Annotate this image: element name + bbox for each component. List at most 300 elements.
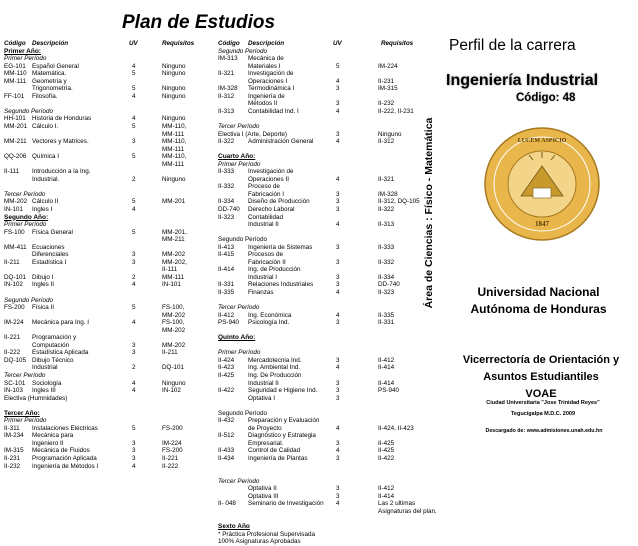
course-uv: 5: [132, 424, 136, 432]
course-requisites: II-414: [378, 379, 395, 387]
year-heading: Primer Año:: [4, 47, 41, 55]
course-row: [4, 364, 204, 372]
course-row: [4, 304, 204, 312]
course-description: Ingles II: [32, 281, 55, 289]
course-row: [218, 372, 430, 380]
row-spacer: [218, 229, 430, 237]
course-description: Optativa I: [248, 394, 275, 402]
course-requisites: II-412: [378, 356, 395, 364]
course-code: MM-411: [4, 243, 27, 251]
course-row: [4, 432, 204, 440]
ciudad-line-1: Ciudad Universitaria "Jose Trinidad Reyes": [486, 400, 600, 406]
course-uv: 5: [132, 228, 136, 236]
course-uv: 3: [132, 341, 136, 349]
year-heading: Sexto Año: [218, 522, 250, 530]
course-description: Ingeniería de Sistemas: [248, 243, 313, 251]
course-code: II-425: [218, 372, 235, 380]
course-description: Ecuaciones: [32, 243, 65, 251]
course-description: Diferenciales: [32, 251, 69, 259]
course-uv: 4: [336, 311, 340, 319]
university-line-1: Universidad Nacional: [477, 285, 600, 299]
course-code: Electiva I (Arte, Deporte): [218, 130, 287, 138]
course-requisites: FS-200: [162, 424, 183, 432]
course-description: Mercadotecnia Ind.: [248, 356, 302, 364]
course-code: IM-315: [4, 447, 24, 455]
course-description: Termodinámica I: [248, 85, 295, 93]
course-row: [4, 395, 204, 403]
course-row: [218, 191, 430, 199]
course-code: SC-101: [4, 379, 26, 387]
course-row: [218, 131, 430, 139]
course-uv: 3: [336, 356, 340, 364]
course-requisites: II-412: [378, 485, 395, 493]
course-description: Operaciones I: [248, 77, 288, 85]
period-heading: Segundo Período: [4, 107, 54, 115]
course-description: Psicología Ind.: [248, 319, 290, 327]
course-code: FS-200: [4, 304, 25, 312]
university-name: [456, 284, 621, 318]
course-row: [218, 259, 430, 267]
row-spacer: [4, 100, 204, 108]
year-heading: Cuarto Año:: [218, 153, 256, 161]
course-description: Empresarial.: [248, 439, 284, 447]
course-description: Industrial: [32, 364, 58, 372]
course-code: II-414: [218, 266, 235, 274]
course-requisites: II-335: [378, 311, 395, 319]
course-code: II-335: [218, 289, 235, 296]
course-code: II-331: [218, 281, 235, 289]
course-row: [218, 274, 430, 282]
course-description: Mecánica para Ing. I: [32, 319, 90, 327]
course-description: Industrial.: [32, 175, 60, 183]
area-label: [420, 92, 436, 340]
row-spacer: [218, 402, 430, 410]
course-uv: 3: [336, 492, 340, 500]
course-row: [218, 425, 430, 433]
course-code: II-415: [218, 251, 235, 259]
course-description: Control de Calidad: [248, 447, 301, 455]
course-description: Seguridad e Higiene Ind.: [248, 387, 318, 395]
course-requisites: Ninguno: [162, 115, 186, 123]
course-code: MM-202: [4, 198, 28, 206]
course-code: PS-940: [218, 319, 240, 327]
period-heading: Tercer Período: [218, 477, 260, 485]
perfil-heading: Perfil de la carrera: [449, 37, 576, 54]
course-row: [218, 168, 430, 176]
course-requisites: FS-200: [162, 447, 183, 455]
header-uv: UV: [333, 40, 342, 47]
course-code: IM-328: [218, 85, 238, 93]
header-uv: UV: [129, 40, 138, 47]
course-row: [4, 236, 204, 244]
course-requisites: II-321: [378, 175, 395, 183]
course-requisites: Ninguno: [162, 92, 186, 100]
course-description: Contabilidad Ind. I: [248, 107, 299, 115]
period-heading: * Práctica Profesional Supervisada: [218, 530, 315, 538]
course-row: [4, 259, 204, 267]
header-requisitos: Requisitos: [162, 40, 195, 47]
course-code: HH-101: [4, 115, 26, 123]
course-uv: 5: [132, 198, 136, 206]
course-row: [4, 312, 204, 320]
course-code: IN-101: [4, 205, 23, 213]
course-description: Fabricación II: [248, 258, 286, 266]
course-row: [218, 176, 430, 184]
course-description: Física General: [32, 228, 73, 236]
course-requisites: IM-328: [378, 190, 398, 198]
course-description: Ing. Económica: [248, 311, 292, 319]
course-uv: 3: [336, 394, 340, 402]
course-requisites: II-333: [378, 243, 395, 251]
course-row: [218, 493, 430, 501]
course-description: Investigación de: [248, 70, 294, 78]
course-requisites: II-222, II-231: [378, 107, 414, 115]
university-seal: [483, 126, 601, 242]
course-row: [218, 440, 430, 448]
course-row: [218, 380, 430, 388]
course-description: Cálculo II: [32, 198, 59, 206]
course-code: II-433: [218, 447, 235, 455]
course-uv: 5: [132, 304, 136, 312]
course-requisites: II-332: [378, 258, 395, 266]
course-row: [4, 161, 204, 169]
period-heading: Primer Período: [218, 160, 261, 168]
career-code: Código: 48: [516, 92, 576, 104]
course-code: IM-224: [4, 319, 24, 327]
course-row: [4, 380, 204, 388]
course-uv: 3: [336, 205, 340, 213]
course-requisites: MM-110,: [162, 138, 187, 146]
course-code: FF-101: [4, 92, 25, 100]
header-codigo: Código: [218, 40, 240, 47]
course-description: Matemática.: [32, 70, 67, 78]
course-uv: 3: [336, 455, 340, 463]
course-description: Operaciones II: [248, 175, 289, 183]
course-code: II-321: [218, 70, 235, 78]
course-description: Derecho Laboral: [248, 205, 295, 213]
vice-line-3: VOAE: [525, 388, 557, 400]
course-description: Fabricación I: [248, 190, 285, 198]
course-requisites: DQ-101: [162, 364, 185, 372]
course-description: Mecánica de Fluidos: [32, 447, 90, 455]
course-requisites: MM-211: [162, 236, 185, 244]
course-requisites: IM-224: [162, 439, 182, 447]
row-spacer: [218, 115, 430, 123]
course-requisites: II-334: [378, 273, 395, 281]
course-description: Industrial I: [248, 273, 278, 281]
course-description: Ing. Ambiental Ind.: [248, 364, 301, 372]
course-code: II-222: [4, 349, 21, 357]
course-code: IN-102: [4, 281, 23, 289]
course-description: Investigación de: [248, 168, 294, 176]
course-row: [218, 78, 430, 86]
course-row: [218, 266, 430, 274]
period-heading: Primer Período: [4, 221, 47, 229]
row-spacer: [218, 515, 430, 523]
course-code: DQ-101: [4, 273, 27, 281]
course-description: Ing. De Producción: [248, 372, 302, 380]
course-uv: 3: [132, 349, 136, 357]
course-requisites: MM-111: [162, 273, 185, 281]
course-uv: 4: [132, 92, 136, 100]
course-row: [218, 319, 430, 327]
course-description: Procesos de: [248, 251, 284, 259]
course-description: Ingles I: [32, 205, 53, 213]
course-requisites: FS-100,: [162, 319, 185, 327]
course-requisites: II-414: [378, 364, 395, 372]
course-description: Dibujo Técnico: [32, 356, 74, 364]
seal-year: 1847: [535, 220, 549, 228]
period-heading: Primer Período: [4, 417, 47, 425]
course-code: II-333: [218, 168, 235, 176]
course-description: Español General: [32, 62, 79, 70]
course-uv: 3: [336, 379, 340, 387]
course-row: [4, 319, 204, 327]
course-row: [218, 417, 430, 425]
course-description: Trigonometría.: [32, 85, 73, 93]
course-uv: 3: [336, 190, 340, 198]
course-description: Preparación y Evaluación: [248, 417, 320, 425]
course-requisites: Ninguno: [162, 70, 186, 78]
course-requisites: Ninguno: [162, 62, 186, 70]
course-row: [218, 289, 430, 297]
course-description: Industrial II: [248, 379, 279, 387]
course-requisites: II-424, II-423: [378, 424, 414, 432]
course-code: II- 048: [218, 500, 236, 508]
course-description: Programación y: [32, 334, 77, 342]
course-row: [4, 85, 204, 93]
course-code: II-424: [218, 356, 235, 364]
course-description: Ingles III: [32, 387, 56, 395]
course-requisites: MM-110,: [162, 153, 187, 161]
course-code: II-412: [218, 311, 235, 319]
course-uv: 4: [132, 115, 136, 123]
course-row: [218, 93, 430, 101]
course-code: II-422: [218, 387, 235, 395]
plan-column-1: [4, 40, 204, 470]
course-requisites: MM-202: [162, 251, 186, 259]
course-uv: 4: [132, 379, 136, 387]
course-row: [218, 138, 430, 146]
course-row: [4, 153, 204, 161]
course-uv: 4: [132, 62, 136, 70]
ciudad-universitaria: [453, 398, 633, 420]
course-row: [4, 229, 204, 237]
course-requisites: II-425: [378, 439, 395, 447]
course-code: IM-313: [218, 55, 238, 63]
row-spacer: [218, 146, 430, 154]
course-row: [4, 349, 204, 357]
course-description: Finanzas: [248, 289, 274, 296]
course-description: Filosofía.: [32, 92, 58, 100]
course-uv: 4: [336, 364, 340, 372]
course-uv: 3: [132, 251, 136, 259]
course-requisites: FS-100,: [162, 304, 185, 312]
course-row: [4, 251, 204, 259]
course-uv: 5: [132, 70, 136, 78]
course-requisites: IN-101: [162, 281, 181, 289]
course-requisites: II-322: [378, 205, 395, 213]
course-row: [4, 138, 204, 146]
course-code: II-432: [218, 417, 235, 425]
course-row: [218, 500, 430, 508]
course-code: II-312: [218, 92, 235, 100]
course-requisites: Asignaturas del plan.: [378, 507, 437, 515]
course-row: [218, 357, 430, 365]
course-uv: 2: [132, 175, 136, 183]
course-code: II-413: [218, 243, 235, 251]
course-row: [4, 387, 204, 395]
course-requisites: Las 2 ultimas: [378, 500, 416, 508]
course-requisites: MM-202: [162, 341, 186, 349]
course-row: [4, 206, 204, 214]
course-description: Seminario de Investigación: [248, 500, 324, 508]
course-code: DD-740: [218, 205, 240, 213]
period-heading: Primer Período: [218, 349, 261, 357]
course-uv: 3: [336, 485, 340, 493]
course-uv: 3: [132, 138, 136, 146]
course-row: [218, 251, 430, 259]
course-row: [4, 334, 204, 342]
course-row: [4, 455, 204, 463]
course-row: [218, 485, 430, 493]
course-row: [218, 364, 430, 372]
course-code: II-334: [218, 198, 235, 206]
course-requisites: MM-111: [162, 130, 185, 138]
course-description: Métodos II: [248, 100, 278, 108]
course-row: [4, 425, 204, 433]
course-row: [218, 387, 430, 395]
year-heading: Segundo Año:: [4, 213, 49, 221]
course-uv: 3: [336, 258, 340, 266]
period-heading: Tercer Período: [218, 304, 260, 312]
course-requisites: II-312: [378, 138, 395, 146]
course-requisites: II-221: [162, 455, 179, 463]
course-uv: 3: [336, 198, 340, 206]
course-requisites: II-425: [378, 447, 395, 455]
course-requisites: MM-202,: [162, 258, 187, 266]
course-requisites: Ninguno: [162, 175, 186, 183]
course-requisites: II-232: [378, 100, 395, 108]
course-description: Ingeniería de: [248, 92, 285, 100]
course-requisites: MM-111: [162, 160, 185, 168]
course-code: II-111: [4, 168, 20, 176]
course-description: Ing. de Producción: [248, 266, 301, 274]
course-code: II-232: [4, 462, 21, 470]
ciudad-line-2: Tegucigalpa M.D.C. 2009: [510, 411, 576, 417]
course-row: [4, 198, 204, 206]
course-description: Materiales I: [248, 62, 281, 70]
course-uv: 3: [132, 258, 136, 266]
header-codigo: Código: [4, 40, 26, 47]
course-row: [4, 244, 204, 252]
course-code: FS-100: [4, 228, 25, 236]
course-row: [4, 93, 204, 101]
period-heading: Primer Período: [4, 55, 47, 63]
year-heading: Quinto Año:: [218, 334, 256, 342]
row-spacer: [218, 463, 430, 471]
course-code: II-211: [4, 258, 20, 266]
course-uv: 2: [132, 364, 136, 372]
course-row: [218, 395, 430, 403]
column-headers-2: [218, 40, 430, 48]
year-heading: Tercer Año:: [4, 409, 40, 417]
course-row: [4, 281, 204, 289]
row-spacer: [218, 470, 430, 478]
course-requisites: II-222: [162, 462, 179, 470]
period-heading: Segundo Período: [218, 47, 268, 55]
course-code: MM-110: [4, 70, 27, 78]
course-code: II-313: [218, 107, 235, 115]
course-description: Estadística Aplicada: [32, 349, 89, 357]
course-description: Instalaciones Eléctricas: [32, 424, 98, 432]
course-row: [218, 70, 430, 78]
course-row: [4, 78, 204, 86]
seal-motto: LUCEM ASPICIO: [517, 138, 567, 144]
course-uv: 3: [336, 130, 340, 138]
course-code: II-231: [4, 455, 21, 463]
course-row: [218, 214, 430, 222]
course-uv: 4: [336, 175, 340, 183]
course-description: Estadística I: [32, 258, 67, 266]
course-uv: 5: [132, 122, 136, 130]
course-row: [4, 146, 204, 154]
course-description: Contabilidad: [248, 213, 284, 221]
header-requisitos: Requisitos: [381, 40, 414, 47]
course-description: Programación Aplicada: [32, 455, 97, 463]
course-uv: 4: [336, 77, 340, 85]
course-row: [4, 447, 204, 455]
course-uv: 3: [336, 281, 340, 289]
course-requisites: II-323: [378, 289, 395, 296]
course-code: Electiva (Humnidades): [4, 394, 68, 402]
course-code: IN-103: [4, 387, 23, 395]
course-requisites: Ninguno: [162, 379, 186, 387]
course-uv: 3: [336, 100, 340, 108]
university-line-2: Autónoma de Honduras: [470, 302, 607, 316]
column-headers: [4, 40, 204, 48]
course-row: [218, 455, 430, 463]
course-uv: 5: [336, 62, 340, 70]
course-row: [218, 244, 430, 252]
course-row: [218, 281, 430, 289]
course-uv: 4: [336, 138, 340, 146]
course-uv: 3: [336, 273, 340, 281]
course-uv: 3: [336, 243, 340, 251]
course-uv: 5: [132, 153, 136, 161]
course-uv: 4: [132, 319, 136, 327]
period-heading: Tercer Período: [4, 190, 46, 198]
course-row: [4, 70, 204, 78]
course-description: Física II: [32, 304, 55, 312]
course-row: [218, 108, 430, 116]
course-requisites: MM-202: [162, 311, 186, 319]
course-code: MM-211: [4, 138, 27, 146]
course-uv: 3: [132, 447, 136, 455]
row-spacer: [218, 327, 430, 335]
course-code: IM-234: [4, 432, 24, 440]
course-uv: 3: [336, 319, 340, 327]
course-uv: 4: [336, 221, 340, 229]
vice-line-1: Vicerrectoría de Orientación y: [462, 354, 620, 366]
course-code: II-322: [218, 138, 235, 146]
course-code: II-323: [218, 213, 235, 221]
course-row: [218, 63, 430, 71]
course-uv: 5: [132, 85, 136, 93]
course-description: Dibujo I: [32, 273, 54, 281]
row-spacer: [4, 183, 204, 191]
course-description: Sociología: [32, 379, 62, 387]
